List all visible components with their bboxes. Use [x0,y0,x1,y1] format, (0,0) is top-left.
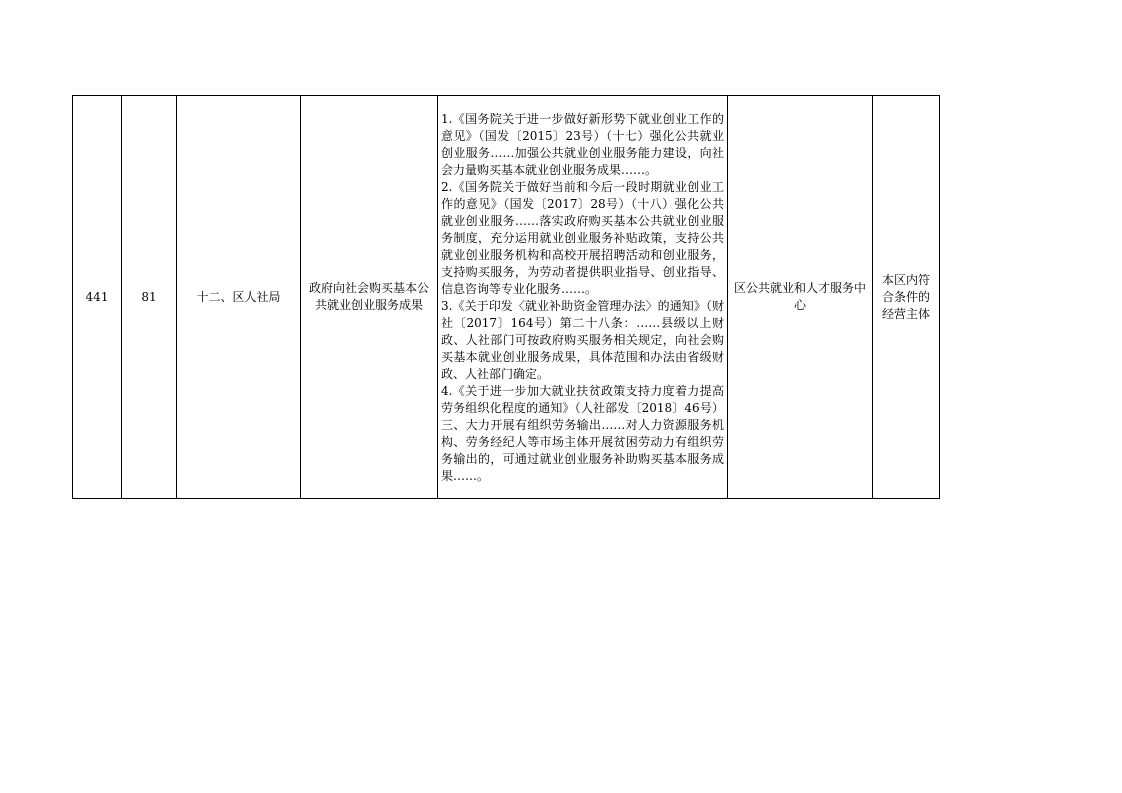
data-table [72,95,940,499]
item-name-cell: 政府向社会购买基本公共就业创业服务成果 [301,96,438,499]
department-cell: 十二、区人社局 [177,96,301,499]
policy-basis-item: 1.《国务院关于进一步做好新形势下就业创业工作的意见》（国发〔2015〕23号）（十七）强化公共就业创业服务……加强公共就业创业服务能力建设，向社会力量购买基本就业创业服务成果……。 [441,112,724,177]
policy-basis-item: 4.《关于进一步加大就业扶贫政策支持力度着力提高劳务组织化程度的通知》（人社部发〔2018〕46号）三、大力开展有组织劳务输出……对人力资源服务机构、劳务经纪人等市场主体开展贫困劳动力有组织劳务输出的，可通过就业创业服务补助购买基本服务成果……。 [441,384,724,483]
table-row [73,96,940,499]
policy-basis-cell [438,96,728,499]
sub-number-cell: 81 [122,96,177,499]
undertaker-cell: 区公共就业和人才服务中心 [728,96,873,499]
seq-number-cell: 441 [73,96,122,499]
provider-cell: 本区内符合条件的经营主体 [873,96,940,499]
policy-basis-item: 2.《国务院关于做好当前和今后一段时期就业创业工作的意见》（国发〔2017〕28号）（十八）强化公共就业创业服务……落实政府购买基本公共就业创业服务制度，充分运用就业创业服务补贴政策，支持公共就业创业服务机构和高校开展招聘活动和创业服务，支持购买服务，为劳动者提供职业指导、创业指导、信息咨询等专业化服务……。 [441,180,724,296]
policy-basis-item: 3.《关于印发〈就业补助资金管理办法〉的通知》（财社〔2017〕164号）第二十八条：……县级以上财政、人社部门可按政府购买服务相关规定，向社会购买基本就业创业服务成果，具体范围和办法由省级财政、人社部门确定。 [441,299,724,381]
